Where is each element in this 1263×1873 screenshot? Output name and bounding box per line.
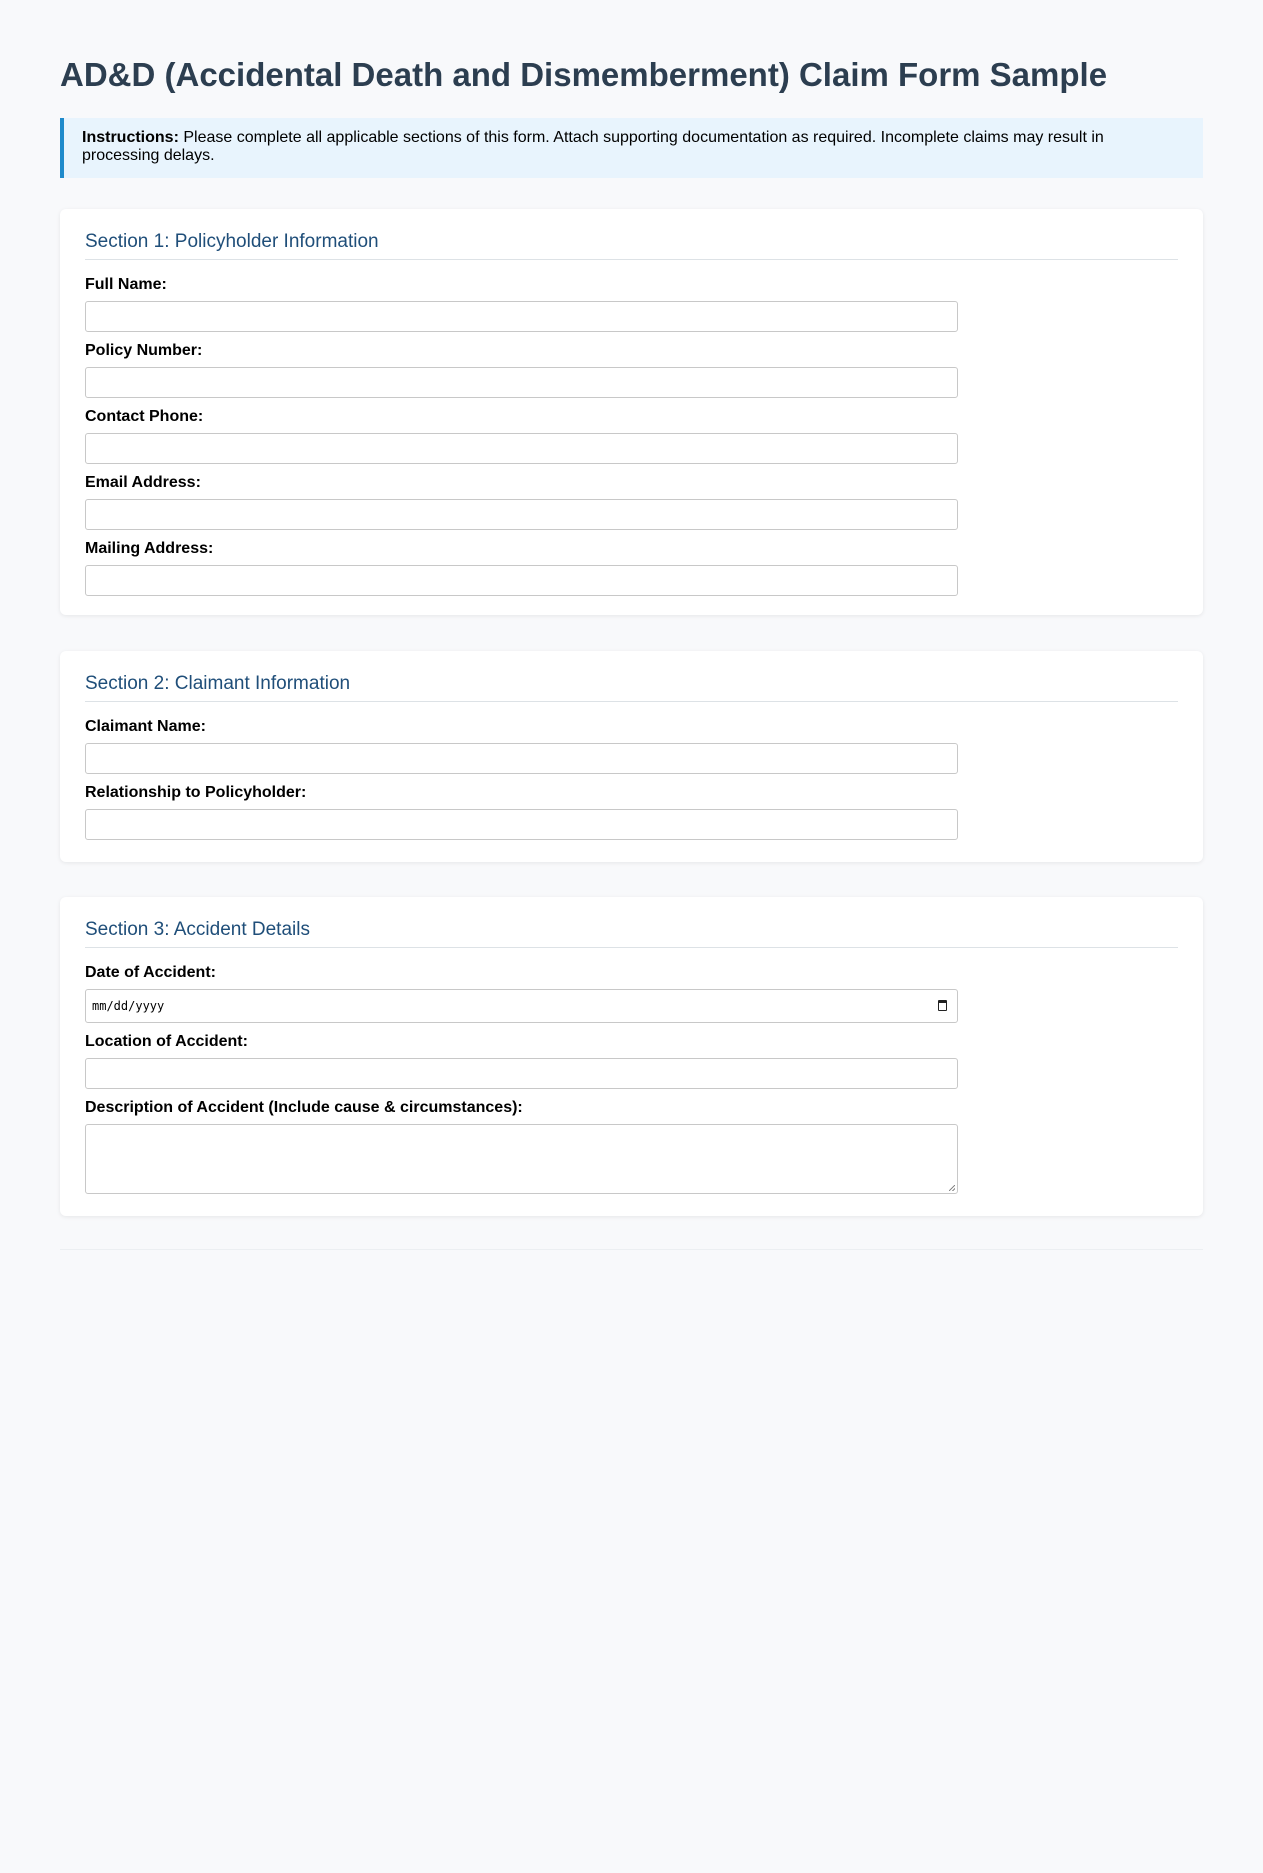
full-name-label: Full Name: — [85, 276, 167, 293]
section-title: Section 2: Claimant Information — [85, 673, 1178, 702]
location-input[interactable] — [85, 1058, 958, 1089]
claimant-name-input[interactable] — [85, 743, 958, 774]
policy-number-label: Policy Number: — [85, 342, 203, 359]
contact-phone-input[interactable] — [85, 433, 958, 464]
section-policyholder — [60, 209, 1203, 615]
date-placeholder: mm/dd/yyyy — [92, 999, 165, 1013]
policy-number-input[interactable] — [85, 367, 958, 398]
section-accident — [60, 897, 1203, 1216]
section-title: Section 1: Policyholder Information — [85, 231, 1178, 260]
description-label: Description of Accident (Include cause & circumstances): — [85, 1099, 523, 1116]
instructions-box — [60, 118, 1203, 178]
date-input[interactable] — [85, 989, 958, 1023]
calendar-icon[interactable] — [938, 1000, 947, 1011]
section-title: Section 3: Accident Details — [85, 919, 1178, 948]
claimant-name-label: Claimant Name: — [85, 718, 206, 735]
section-claimant — [60, 651, 1203, 862]
footer-divider — [60, 1249, 1203, 1250]
mailing-address-label: Mailing Address: — [85, 540, 214, 557]
location-label: Location of Accident: — [85, 1033, 248, 1050]
mailing-address-input[interactable] — [85, 565, 958, 596]
relationship-label: Relationship to Policyholder: — [85, 784, 307, 801]
resize-handle-icon[interactable] — [949, 1185, 955, 1191]
email-label: Email Address: — [85, 474, 201, 491]
description-textarea[interactable] — [85, 1124, 958, 1194]
contact-phone-label: Contact Phone: — [85, 408, 204, 425]
email-input[interactable] — [85, 499, 958, 530]
date-label: Date of Accident: — [85, 964, 216, 981]
relationship-input[interactable] — [85, 809, 958, 840]
page-title: AD&D (Accidental Death and Dismemberment) Claim Form Sample — [60, 56, 1108, 93]
instructions-text: Please complete all applicable sections of this form. Attach supporting documentation as required. Incomplete claims may result in processing delays. — [82, 129, 1104, 164]
full-name-input[interactable] — [85, 301, 958, 332]
instructions-label: Instructions: — [82, 129, 179, 146]
